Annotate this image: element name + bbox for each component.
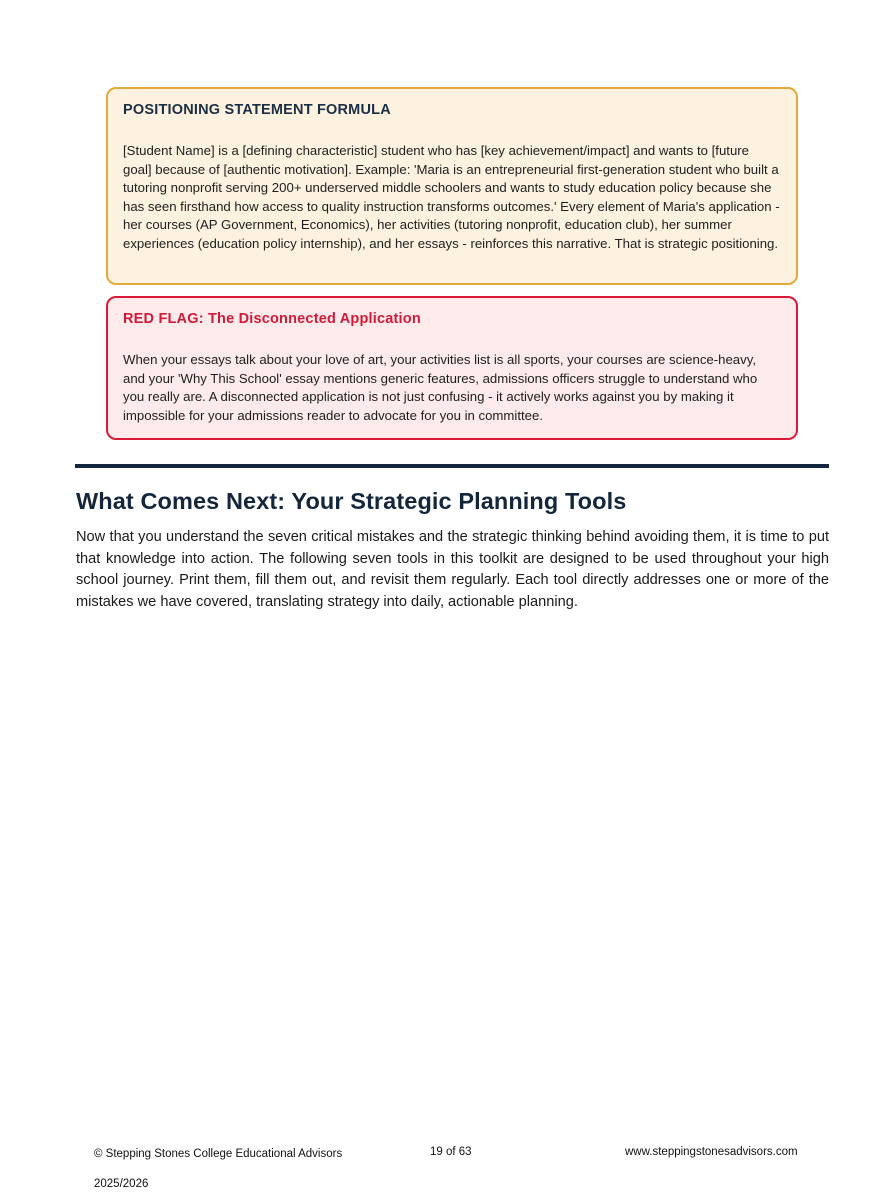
positioning-statement-body: [Student Name] is a [defining characteristic] student who has [key achievement/impact] and wants to [future goal] because of [authentic motivation]. Example: 'Maria is an entrepreneurial first-generation student who built a tutoring nonprofit serving 200+ underserved middle schoolers and wants to study education policy because she has seen firsthand how access to quality instruction transforms outcomes.' Every element of Maria's application - her courses (AP Government, Economics), her activities (tutoring nonprofit, education club), her summer experiences (education policy internship), and her essays - reinforces this narrative. That is strategic positioning.: [123, 143, 780, 251]
red-flag-body: When your essays talk about your love of art, your activities list is all sports, your courses are science-heavy, and your 'Why This School' essay mentions generic features, admissions officers struggle to understand who you really are. A disconnected application is not just confusing - it actively works against you by making it impossible for your admissions reader to advocate for you in committee.: [123, 352, 758, 423]
footer-year: 2025/2026: [94, 1178, 149, 1190]
section-paragraph: Now that you understand the seven critical mistakes and the strategic thinking behind avoiding them, it is time to put that knowledge into action. The following seven tools in this toolkit are designed to be used throughout your high school journey. Print them, fill them out, and revisit them regularly. Each tool directly addresses one or more of the mistakes we have covered, translating strategy into daily, actionable planning.: [76, 529, 829, 610]
section-heading: What Comes Next: Your Strategic Planning Tools: [76, 488, 627, 514]
footer-page-number: 19 of 63: [430, 1146, 472, 1158]
positioning-statement-callout: [106, 87, 798, 285]
footer-copyright: © Stepping Stones College Educational Advisors: [94, 1148, 343, 1160]
red-flag-title: RED FLAG: The Disconnected Application: [123, 311, 421, 327]
section-divider: [75, 464, 829, 468]
red-flag-callout: [106, 296, 798, 440]
footer-website: www.steppingstonesadvisors.com: [625, 1146, 798, 1158]
positioning-statement-title: POSITIONING STATEMENT FORMULA: [123, 102, 391, 118]
